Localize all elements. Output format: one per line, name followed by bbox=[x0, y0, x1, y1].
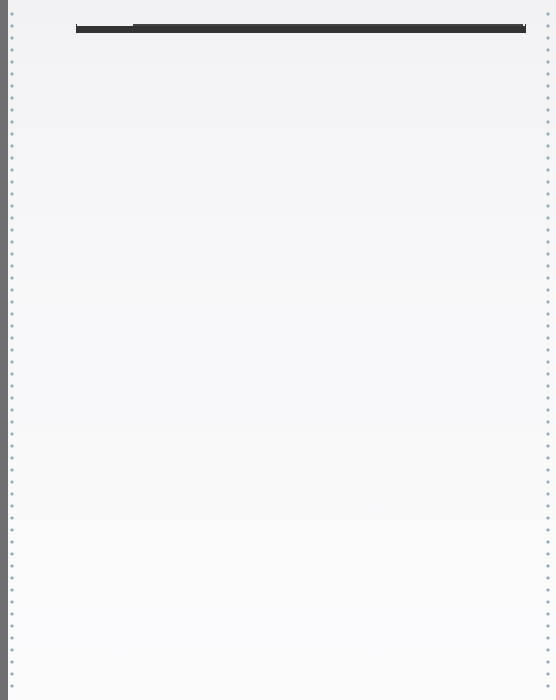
q40-block bbox=[77, 32, 525, 33]
paper-sheet bbox=[8, 0, 556, 700]
binder-holes-right bbox=[542, 8, 554, 692]
binder-holes-left bbox=[6, 8, 18, 692]
question-table bbox=[76, 24, 526, 33]
